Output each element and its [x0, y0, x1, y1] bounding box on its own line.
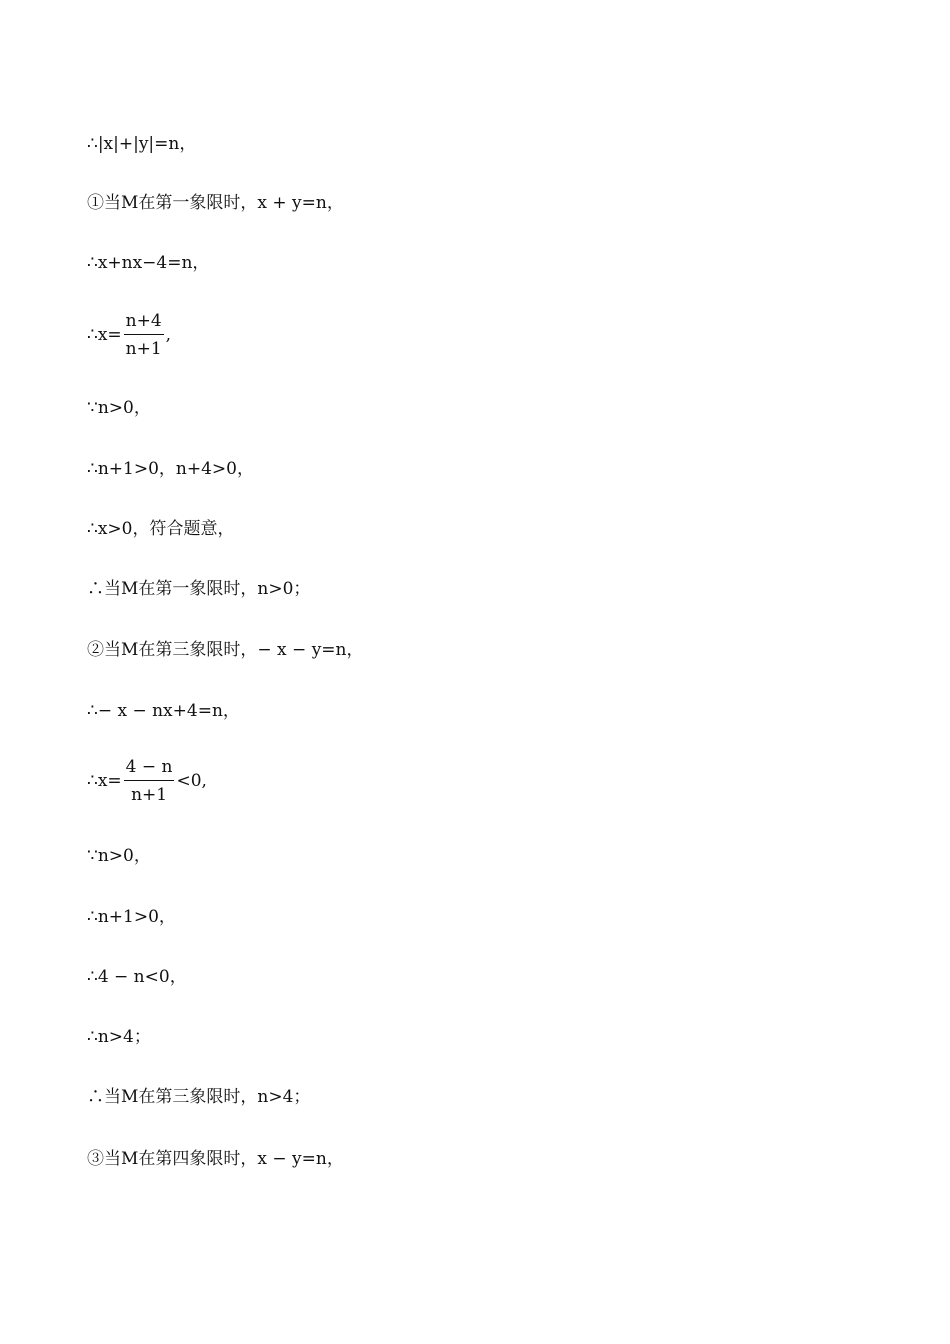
fraction-prefix: ∴x=	[87, 325, 122, 345]
text-line-6: ∴n+1>0，n+4>0，	[87, 459, 254, 479]
fraction-line-1	[87, 309, 171, 361]
fraction-denominator: n+1	[131, 785, 168, 805]
text-line-14: ∴4 − n<0，	[87, 967, 187, 987]
text-line-3: ∴x+nx−4=n，	[87, 253, 210, 273]
text-line-16: ∴当M在第三象限时，n>4；	[87, 1087, 311, 1107]
fraction-suffix: ,	[165, 325, 172, 345]
fraction-denominator: n+1	[125, 339, 162, 359]
fraction-line-2	[87, 755, 207, 807]
text-line-1: ∴|x|+|y|=n，	[87, 134, 197, 154]
text-line-7: ∴x>0，符合题意，	[87, 519, 235, 539]
text-line-15: ∴n>4；	[87, 1027, 151, 1047]
fraction-suffix: <0,	[176, 771, 207, 791]
text-line-12: ∵n>0，	[87, 846, 151, 866]
text-line-10: ∴− x − nx+4=n，	[87, 701, 240, 721]
text-line-9: ②当M在第三象限时，− x − y=n，	[87, 640, 364, 660]
fraction	[124, 310, 164, 360]
text-line-2: ①当M在第一象限时，x + y=n，	[87, 193, 344, 213]
fraction-numerator: 4 − n	[124, 756, 175, 781]
text-line-8: ∴当M在第一象限时，n>0；	[87, 579, 311, 599]
text-line-5: ∵n>0，	[87, 398, 151, 418]
text-line-17: ③当M在第四象限时，x − y=n，	[87, 1149, 344, 1169]
fraction-numerator: n+4	[124, 310, 164, 335]
fraction-prefix: ∴x=	[87, 771, 122, 791]
fraction	[124, 756, 175, 806]
text-line-13: ∴n+1>0，	[87, 907, 176, 927]
